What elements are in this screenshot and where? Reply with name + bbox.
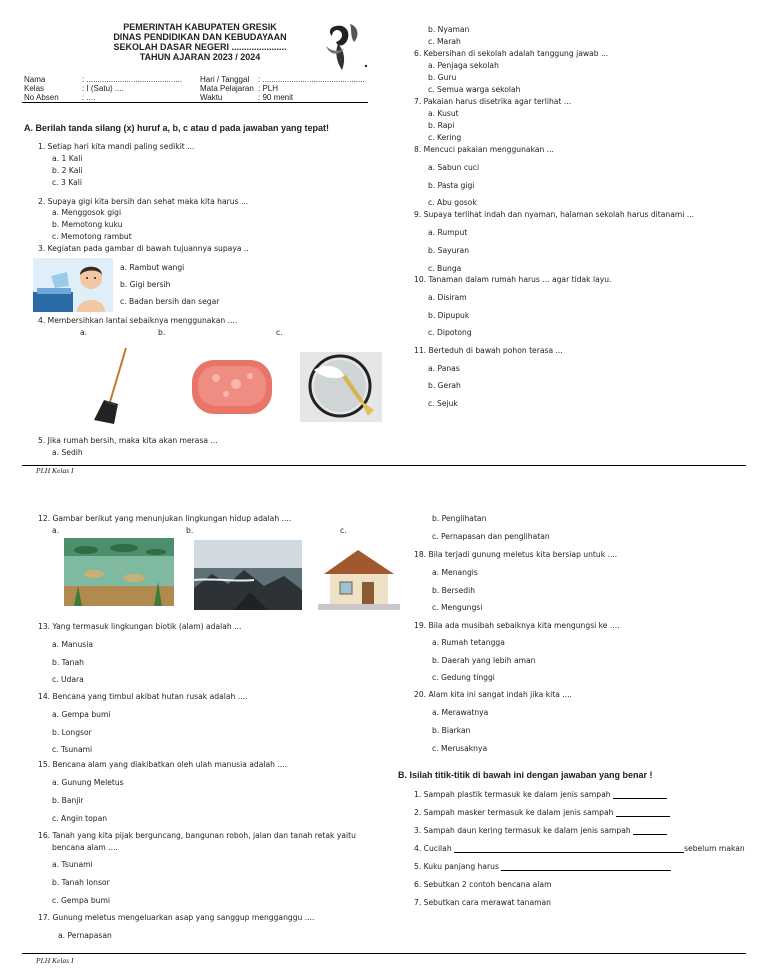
q2-option-b[interactable]: b. Memotong kuku: [52, 220, 123, 229]
q11-option-b[interactable]: b. Gerah: [428, 381, 461, 390]
b4: [414, 844, 745, 853]
duster-image: [300, 352, 382, 422]
q2-option-a[interactable]: a. Menggosok gigi: [52, 208, 122, 217]
header-line-4: TAHUN AJARAN 2023 / 2024: [139, 52, 261, 62]
q8: 8. Mencuci pakaian menggunakan ...: [414, 145, 554, 154]
q5: 5. Jika rumah bersih, maka kita akan merasa ...: [38, 436, 218, 445]
b5-text: 5. Kuku panjang harus: [414, 862, 499, 871]
nama-field[interactable]: : ...........................................: [82, 75, 183, 84]
q16-line-2: bencana alam ....: [52, 843, 118, 852]
meta-divider: [22, 102, 368, 103]
q3-option-a[interactable]: a. Rambut wangi: [120, 263, 185, 272]
q13: 13. Yang termasuk lingkungan biotik (alam) adalah ...: [38, 622, 242, 631]
q18-option-a[interactable]: a. Menangis: [432, 568, 478, 577]
section-b-title: B. Isilah titik-titik di bawah ini dengan jawaban yang benar !: [398, 770, 653, 780]
q6: 6. Kebersihan di sekolah adalah tanggung jawab ...: [414, 49, 609, 58]
q7-option-a[interactable]: a. Kusut: [428, 109, 459, 118]
footer-divider-2: [22, 953, 746, 954]
q11: 11. Berteduh di bawah pohon terasa ...: [414, 346, 563, 355]
b1-blank[interactable]: [613, 798, 667, 799]
q19-option-b[interactable]: b. Daerah yang lebih aman: [432, 656, 536, 665]
q15-option-b[interactable]: b. Banjir: [52, 796, 84, 805]
q5-option-a[interactable]: a. Sedih: [52, 448, 83, 457]
q10: 10. Tanaman dalam rumah harus ... agar tidak layu.: [414, 275, 612, 284]
q17: 17. Gunung meletus mengeluarkan asap yang sanggup mengganggu ....: [38, 913, 315, 922]
kelas-field[interactable]: : I (Satu) ....: [82, 84, 124, 93]
q7: 7. Pakaian harus disetrika agar terlihat ...: [414, 97, 572, 106]
boy-washing-image: [33, 258, 113, 312]
q16-option-c[interactable]: c. Gempa bumi: [52, 896, 110, 905]
absen-label: No Absen: [24, 93, 59, 102]
q17-option-a[interactable]: a. Pernapasan: [58, 931, 112, 940]
q3-option-c[interactable]: c. Badan bersih dan segar: [120, 297, 220, 306]
mapel-value: : PLH: [258, 84, 279, 93]
b2-blank[interactable]: [616, 816, 670, 817]
q12-label-b[interactable]: b.: [186, 526, 194, 535]
q20-option-a[interactable]: a. Merawatnya: [432, 708, 489, 717]
q9-option-c[interactable]: c. Bunga: [428, 264, 462, 273]
q12: 12. Gambar berikut yang menunjukan lingkungan hidup adalah ....: [38, 514, 292, 523]
q4-label-c[interactable]: c.: [276, 328, 283, 337]
q6-option-b[interactable]: b. Guru: [428, 73, 457, 82]
b4-tail: sebelum makan: [684, 844, 745, 853]
header-line-2: DINAS PENDIDIKAN DAN KEBUDAYAAN: [113, 32, 287, 42]
b4-blank[interactable]: [454, 852, 684, 853]
hari-field[interactable]: : ..............................................: [258, 75, 365, 84]
header-line-3: SEKOLAH DASAR NEGERI ......................: [113, 42, 287, 52]
q6-option-c[interactable]: c. Semua warga sekolah: [428, 85, 521, 94]
q10-option-b[interactable]: b. Dipupuk: [428, 311, 470, 320]
school-logo-icon: [314, 22, 372, 72]
q1-option-b[interactable]: b. 2 Kali: [52, 166, 83, 175]
q15-option-c[interactable]: c. Angin topan: [52, 814, 108, 823]
q17-option-c[interactable]: c. Pernapasan dan penglihatan: [432, 532, 550, 541]
q16-option-b[interactable]: b. Tanah lonsor: [52, 878, 110, 887]
q4: 4. Membersihkan lantai sebaiknya menggunakan ....: [38, 316, 238, 325]
q20-option-b[interactable]: b. Biarkan: [432, 726, 471, 735]
q14-option-c[interactable]: c. Tsunami: [52, 745, 93, 754]
q14: 14. Bencana yang timbul akibat hutan rusak adalah ....: [38, 692, 248, 701]
q1-option-a[interactable]: a. 1 Kali: [52, 154, 83, 163]
q2-option-c[interactable]: c. Memotong rambut: [52, 232, 132, 241]
house-image: [318, 544, 400, 610]
q12-label-a[interactable]: a.: [52, 526, 60, 535]
q3-option-b[interactable]: b. Gigi bersih: [120, 280, 171, 289]
b7: 7. Sebutkan cara merawat tanaman: [414, 898, 551, 907]
q10-option-c[interactable]: c. Dipotong: [428, 328, 472, 337]
q15: 15. Bencana alam yang diakibatkan oleh ulah manusia adalah ....: [38, 760, 288, 769]
q15-option-a[interactable]: a. Gunung Meletus: [52, 778, 124, 787]
b2: [414, 808, 670, 817]
section-a-title: A. Berilah tanda silang (x) huruf a, b, c atau d pada jawaban yang tepat!: [24, 123, 330, 133]
absen-field[interactable]: : ....: [82, 93, 96, 102]
q19: 19. Bila ada musibah sebaiknya kita mengungsi ke ....: [414, 621, 620, 630]
waktu-value: : 90 menit: [258, 93, 294, 102]
rocky-coast-image: [194, 540, 302, 610]
b5: [414, 862, 671, 871]
q9-option-b[interactable]: b. Sayuran: [428, 246, 470, 255]
q9: 9. Supaya terlihat indah dan nyaman, halaman sekolah harus ditanami ...: [414, 210, 695, 219]
q11-option-c[interactable]: c. Sejuk: [428, 399, 458, 408]
q1: 1. Setiap hari kita mandi paling sedikit ...: [38, 142, 195, 151]
q4-label-b[interactable]: b.: [158, 328, 166, 337]
q6-option-a[interactable]: a. Penjaga sekolah: [428, 61, 499, 70]
q19-option-c[interactable]: c. Gedung tinggi: [432, 673, 495, 682]
b5-blank[interactable]: [501, 870, 671, 871]
q16-line-1: 16. Tanah yang kita pijak berguncang, bangunan roboh, jalan dan tanah retak yaitu: [38, 831, 356, 840]
q18-option-c[interactable]: c. Mengungsi: [432, 603, 483, 612]
footer-divider-1: [22, 465, 746, 466]
q4-label-a[interactable]: a.: [80, 328, 88, 337]
hari-label: Hari / Tanggal: [200, 75, 250, 84]
b4-text: 4. Cucilah: [414, 844, 452, 853]
q16-option-a[interactable]: a. Tsunami: [52, 860, 93, 869]
q7-option-c[interactable]: c. Kering: [428, 133, 462, 142]
q17-option-b[interactable]: b. Penglihatan: [432, 514, 487, 523]
q11-option-a[interactable]: a. Panas: [428, 364, 460, 373]
q1-option-c[interactable]: c. 3 Kali: [52, 178, 82, 187]
q13-option-a[interactable]: a. Manusia: [52, 640, 94, 649]
q20-option-c[interactable]: c. Merusaknya: [432, 744, 488, 753]
q18: 18. Bila terjadi gunung meletus kita bersiap untuk ....: [414, 550, 618, 559]
q8-option-a[interactable]: a. Sabun cuci: [428, 163, 480, 172]
q5-option-b[interactable]: b. Nyaman: [428, 25, 470, 34]
b1-text: 1. Sampah plastik termasuk ke dalam jenis sampah: [414, 790, 611, 799]
kelas-label: Kelas: [24, 84, 45, 93]
footer-page-2: PLH Kelas I: [36, 956, 74, 965]
mapel-label: Mata Pelajaran: [200, 84, 254, 93]
b1: [414, 790, 667, 799]
q3: 3. Kegiatan pada gambar di bawah tujuannya supaya ..: [38, 244, 249, 253]
b3-text: 3. Sampah daun kering termasuk ke dalam jenis sampah: [414, 826, 631, 835]
q14-option-a[interactable]: a. Gempa bumi: [52, 710, 111, 719]
q20: 20. Alam kita ini sangat indah jika kita ....: [414, 690, 572, 699]
nama-label: Nama: [24, 75, 46, 84]
header-line-1: PEMERINTAH KABUPATEN GRESIK: [123, 22, 277, 32]
soap-image: [186, 352, 278, 422]
footer-page-1: PLH Kelas I: [36, 466, 74, 475]
b6: 6. Sebutkan 2 contoh bencana alam: [414, 880, 552, 889]
broom-image: [92, 346, 132, 426]
b3: [414, 826, 667, 835]
q19-option-a[interactable]: a. Rumah tetangga: [432, 638, 505, 647]
q18-option-b[interactable]: b. Bersedih: [432, 586, 476, 595]
q9-option-a[interactable]: a. Rumput: [428, 228, 468, 237]
pond-image: [64, 538, 174, 606]
q12-label-c[interactable]: c.: [340, 526, 347, 535]
q5-option-c[interactable]: c. Marah: [428, 37, 461, 46]
q7-option-b[interactable]: b. Rapi: [428, 121, 455, 130]
b2-text: 2. Sampah masker termasuk ke dalam jenis sampah: [414, 808, 614, 817]
q14-option-b[interactable]: b. Longsor: [52, 728, 92, 737]
q13-option-b[interactable]: b. Tanah: [52, 658, 84, 667]
q13-option-c[interactable]: c. Udara: [52, 675, 84, 684]
b3-blank[interactable]: [633, 834, 667, 835]
q8-option-c[interactable]: c. Abu gosok: [428, 198, 477, 207]
q2: 2. Supaya gigi kita bersih dan sehat maka kita harus ...: [38, 197, 249, 206]
q10-option-a[interactable]: a. Disiram: [428, 293, 467, 302]
q8-option-b[interactable]: b. Pasta gigi: [428, 181, 475, 190]
waktu-label: Waktu: [200, 93, 223, 102]
